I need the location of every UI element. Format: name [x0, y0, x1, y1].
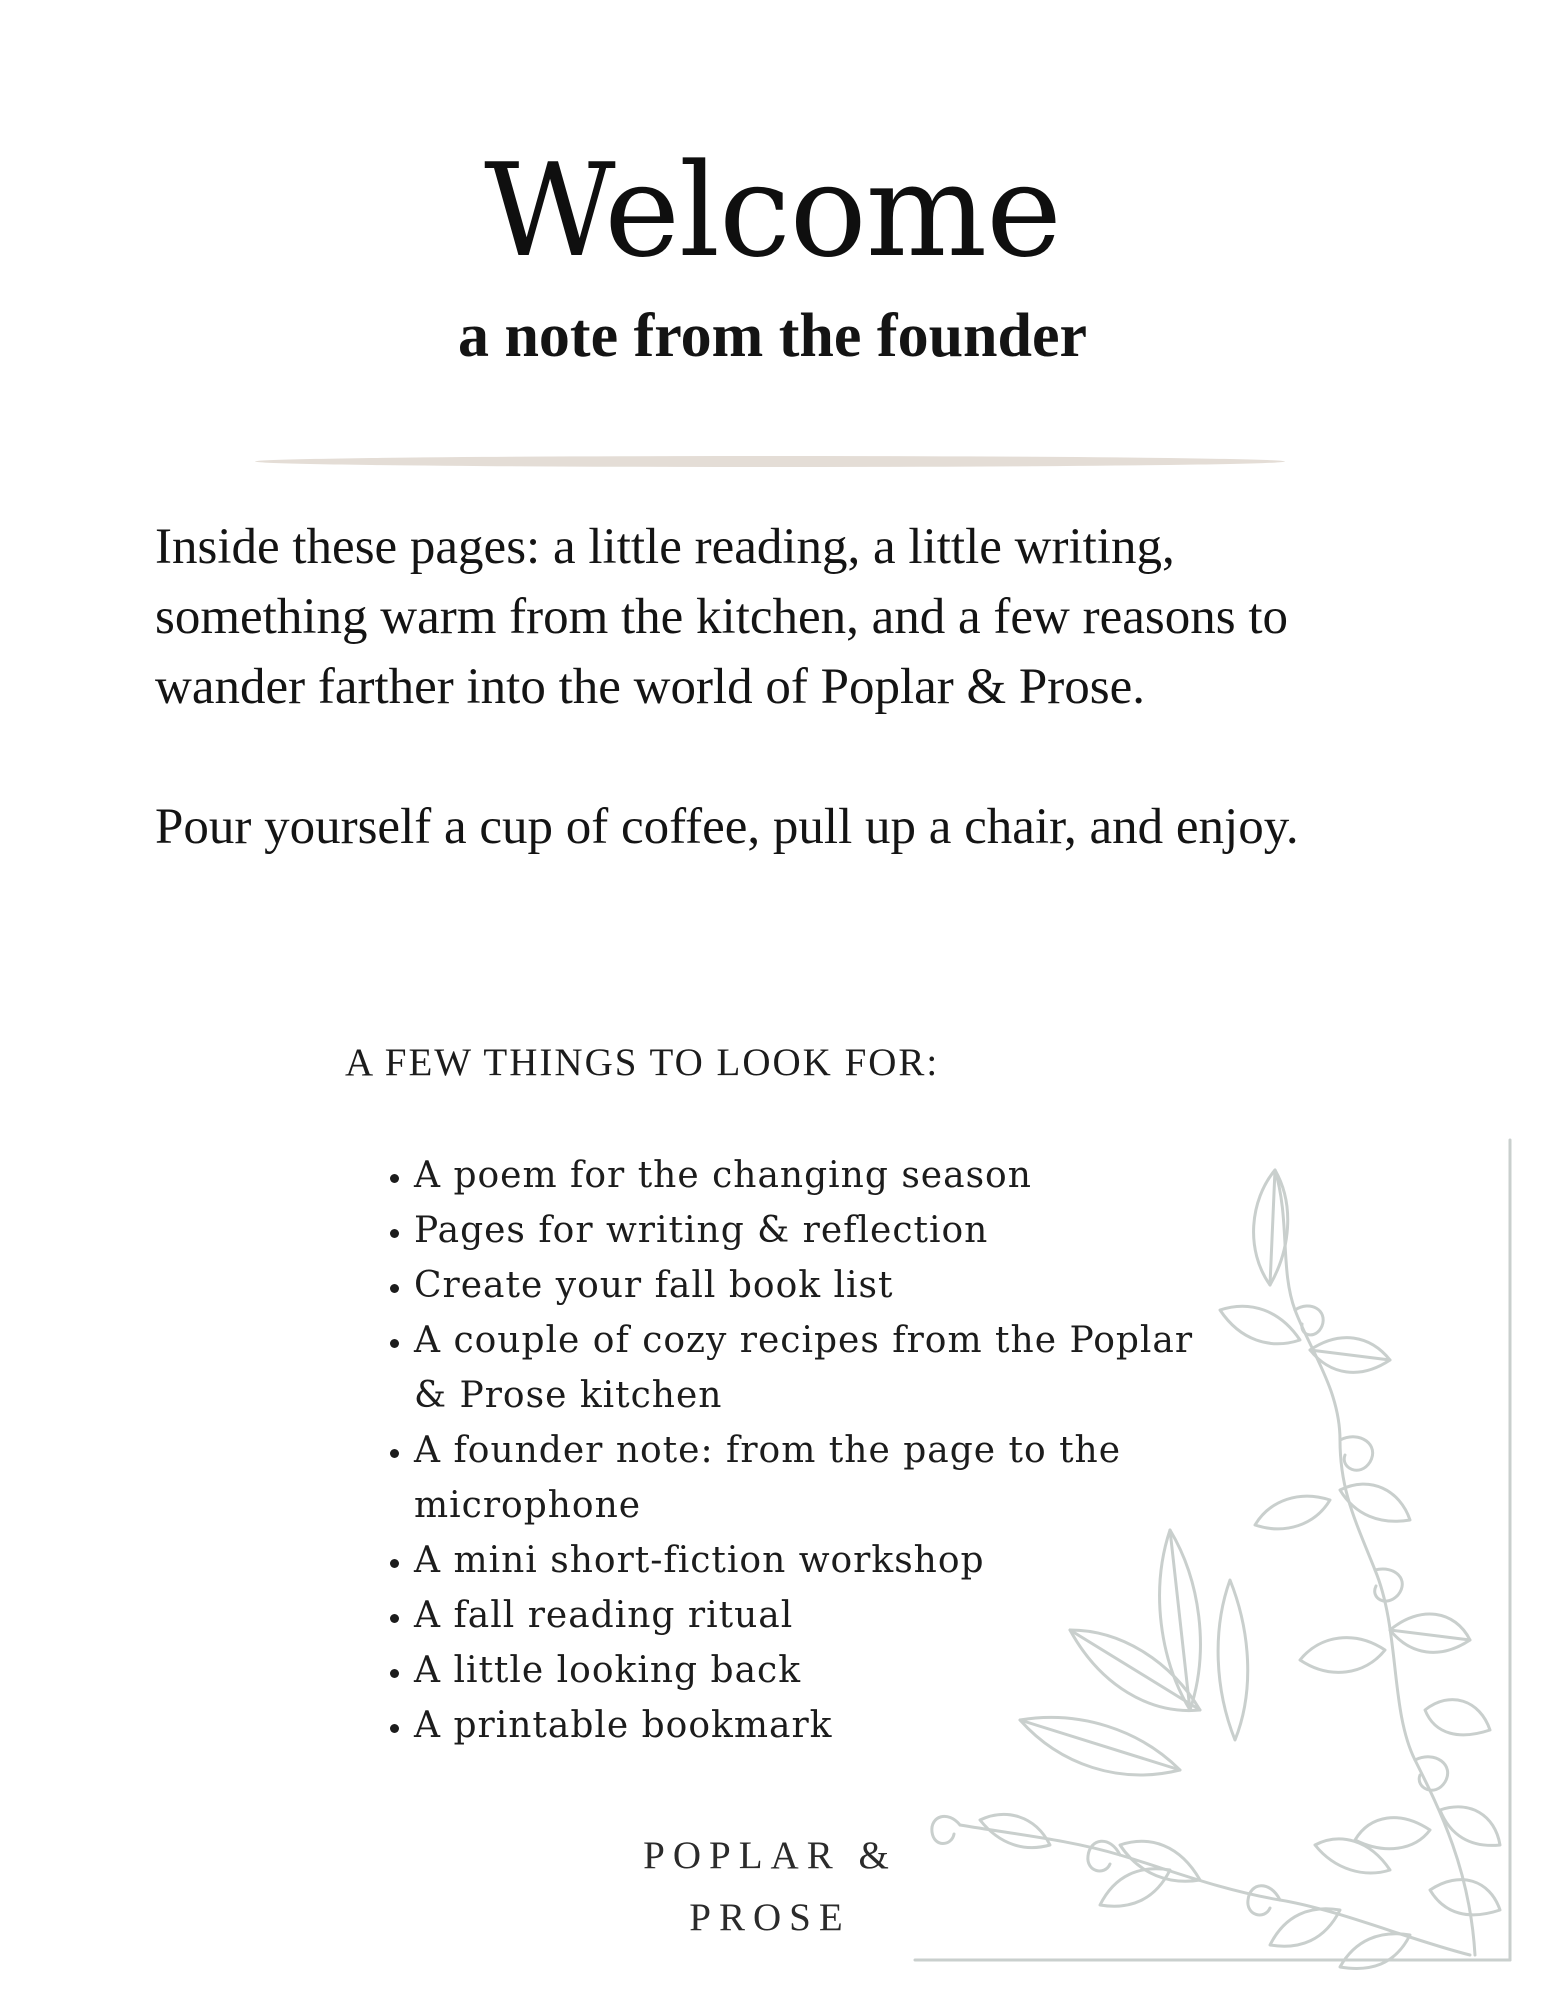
page-title: Welcome [484, 137, 1061, 286]
list-item: • Create your fall book list [414, 1258, 1194, 1313]
brand-line: PROSE [689, 1896, 851, 1939]
list-item: • A founder note: from the page to the microphone [414, 1423, 1194, 1533]
brand-line: POPLAR & [643, 1834, 897, 1877]
intro-paragraph: Pour yourself a cup of coffee, pull up a chair, and enjoy. [155, 799, 1299, 855]
list-item: • A little looking back [414, 1643, 1194, 1698]
look-for-heading: A FEW THINGS TO LOOK FOR: [345, 1041, 940, 1084]
brand-wordmark [600, 1825, 940, 1949]
list-item: • Pages for writing & reflection [414, 1203, 1194, 1258]
list-item: • A mini short-fiction workshop [414, 1533, 1194, 1588]
intro-text [155, 512, 1395, 862]
list-item: • A couple of cozy recipes from the Poplar & Prose kitchen [414, 1313, 1194, 1423]
list-item: • A printable bookmark [414, 1698, 1194, 1753]
list-item: • A poem for the changing season [414, 1148, 1194, 1203]
leaf-vine-corner-icon [870, 1110, 1545, 1999]
intro-paragraph: Inside these pages: a little reading, a little writing, something warm from the kitchen, and a few reasons to wander farther into the world of Poplar & Prose. [155, 519, 1289, 715]
divider [255, 456, 1285, 467]
page-subtitle: a note from the founder [457, 302, 1088, 370]
list-item: • A fall reading ritual [414, 1588, 1194, 1643]
